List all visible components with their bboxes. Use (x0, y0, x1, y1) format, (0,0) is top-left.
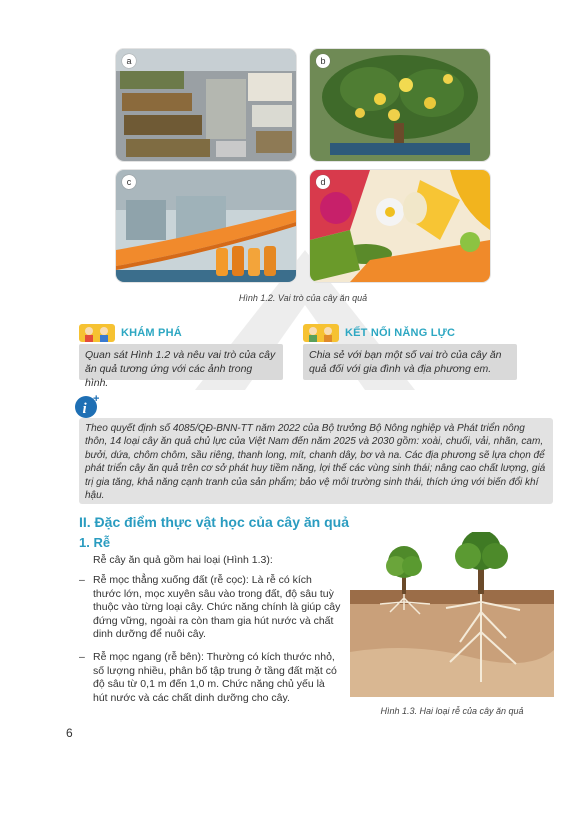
subsection-heading: 1. Rễ (79, 535, 111, 550)
root-types-illustration (350, 532, 554, 697)
photo-juice-factory (116, 170, 296, 282)
connect-box: Chia sẻ với bạn một số vai trò của cây ăn quả đối với gia đình và địa phương em. (303, 344, 517, 380)
photo-label-d: d (316, 175, 330, 189)
connect-title: KẾT NỐI NĂNG LỰC (345, 327, 456, 339)
explore-title: KHÁM PHÁ (121, 327, 182, 339)
explore-box: Quan sát Hình 1.2 và nêu vai trò của cây ăn quả tương ứng với các ảnh trong hình. (79, 344, 283, 380)
list-item (79, 651, 341, 705)
info-box: Theo quyết định số 4085/QĐ-BNN-TT năm 2022 của Bộ trưởng Bộ Nông nghiệp và Phát triển nông thôn, 14 loại cây ăn quả chủ lực của Việt Nam đến năm 2025 và 2030 gồm: xoài, chuối, vải, nhãn, cam, bưởi, dứa, chôm chôm, sầu riêng, thanh long, mít, chanh dây, bơ và na. Các địa phương sẽ lựa chọn để phát triển cây ăn quả trên cơ sở phát huy tiềm năng, lợi thế các vùng sinh thái; nâng cao chất lượng, giá trị gia tăng, khả năng cạnh tranh của sản phẩm; bảo vệ môi trường sinh thái, thích ứng với biến đổi khí hậu. (79, 418, 553, 504)
connect-header (303, 324, 455, 342)
photo-trucks (116, 49, 296, 161)
students-discuss-icon (79, 324, 115, 342)
explore-header (79, 324, 182, 342)
list-dash: – (79, 651, 85, 663)
students-connect-icon (303, 324, 339, 342)
svg-text:i: i (82, 401, 87, 417)
photo-label-a: a (122, 54, 136, 68)
intro-paragraph: Rễ cây ăn quả gồm hai loại (Hình 1.3): (93, 554, 273, 566)
photo-fruit-tree (310, 49, 490, 161)
info-icon (74, 393, 104, 419)
photo-fruit-platter (310, 170, 490, 282)
figure-1-2-caption: Hình 1.2. Vai trò của cây ăn quả (238, 293, 368, 303)
section-heading: II. Đặc điểm thực vật học của cây ăn quả (79, 514, 350, 530)
list-dash: – (79, 574, 85, 586)
figure-1-3-caption: Hình 1.3. Hai loại rễ của cây ăn quả (380, 706, 524, 716)
svg-text:+: + (93, 393, 100, 405)
photo-label-b: b (316, 54, 330, 68)
list-item (79, 574, 341, 642)
list-item-text: Rễ mọc thẳng xuống đất (rễ cọc): Là rễ có kích thước lớn, mọc xuyên sâu vào trong đất, độ sâu tuỳ thuộc vào từng loại cây. Chức năng chính là giúp cây đứng vững, ngoài ra còn tham gia hút nước và chất dinh dưỡng để nuôi cây. (93, 574, 341, 641)
photo-label-c: c (122, 175, 136, 189)
list-item-text: Rễ mọc ngang (rễ bên): Thường có kích thước nhỏ, số lượng nhiều, phân bố tập trung ở tầng đất mặt có độ sâu từ 0,1 m đến 1,0 m. Chức năng chủ yếu là hút nước và các chất dinh dưỡng cho cây. (93, 651, 337, 704)
page-number: 6 (66, 726, 73, 740)
